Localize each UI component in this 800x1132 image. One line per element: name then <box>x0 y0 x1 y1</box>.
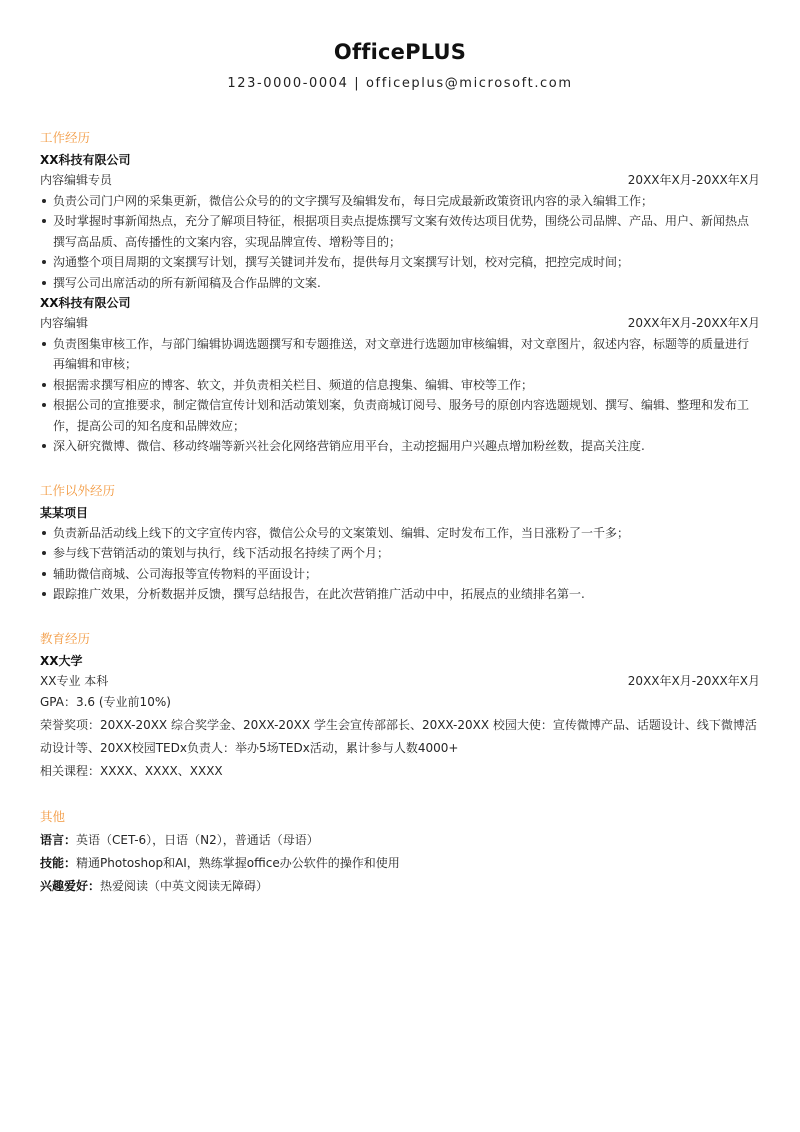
job-entry <box>40 150 760 293</box>
skills-label: 技能： <box>40 856 77 870</box>
duty-item: 参与线下营销活动的策划与执行，线下活动报名持续了两个月； <box>40 543 760 564</box>
language-label: 语言： <box>40 833 77 847</box>
resume-name: OfficePLUS <box>333 40 467 64</box>
job-role-row <box>40 170 760 191</box>
duty-item: 根据需求撰写相应的博客、软文，并负责相关栏目、频道的信息搜集、编辑、审校等工作； <box>40 375 760 396</box>
duty-item: 根据公司的宣推要求，制定微信宣传计划和活动策划案，负责商城订阅号、服务号的原创内容选题规划、撰写、编辑、整理和发布工作，提高公司的知名度和品牌效应； <box>40 395 760 436</box>
education-section <box>40 629 760 784</box>
job-duties <box>40 334 760 457</box>
project-name: 某某项目 <box>40 505 89 520</box>
duty-item: 撰写公司出席活动的所有新闻稿及合作品牌的文案. <box>40 273 760 294</box>
education-awards: 荣誉奖项：20XX-20XX 综合奖学金、20XX-20XX 学生会宣传部部长、20XX-20XX 校园大使：宣传微博产品、话题设计、线下微博活动设计等、20XX校园TEDx负责人：举办5场TEDx活动，累计参与人数4000+ <box>40 718 757 755</box>
language-value: 英语（CET-6），日语（N2），普通话（母语） <box>76 833 319 847</box>
education-gpa: GPA：3.6 (专业前10%) <box>40 695 171 709</box>
hobby-row <box>40 875 760 898</box>
job-period: 20XX年X月-20XX年X月 <box>627 173 760 187</box>
school-name: XX大学 <box>40 653 83 668</box>
duty-item: 辅助微信商城、公司海报等宣传物料的平面设计； <box>40 564 760 585</box>
duty-item: 负责公司门户网的采集更新，微信公众号的的文字撰写及编辑发布，每日完成最新政策资讯内容的录入编辑工作； <box>40 191 760 212</box>
duty-item: 跟踪推广效果，分析数据并反馈，撰写总结报告，在此次营销推广活动中中，拓展点的业绩排名第一. <box>40 584 760 605</box>
job-role: 内容编辑专员 <box>40 173 113 187</box>
education-courses: 相关课程：XXXX、XXXX、XXXX <box>40 764 223 778</box>
section-title-other: 其他 <box>40 809 66 824</box>
company-name: XX科技有限公司 <box>40 296 131 310</box>
section-title-extra: 工作以外经历 <box>40 482 116 498</box>
section-title-work: 工作经历 <box>40 130 91 145</box>
duty-item: 深入研究微博、微信、移动终端等新兴社会化网络营销应用平台，主动挖掘用户兴趣点增加粉丝数，提高关注度. <box>40 436 760 457</box>
language-row <box>40 829 760 852</box>
job-entry <box>40 293 760 457</box>
education-period: 20XX年X月-20XX年X月 <box>627 673 760 688</box>
education-major: XX专业 本科 <box>40 673 109 688</box>
job-period: 20XX年X月-20XX年X月 <box>627 316 760 330</box>
extra-experience-section <box>40 481 760 605</box>
project-duties <box>40 523 760 605</box>
other-section <box>40 807 760 898</box>
contact-info: 123-0000-0004 | officeplus@microsoft.com <box>227 76 573 91</box>
section-title-education: 教育经历 <box>40 630 91 646</box>
job-role-row <box>40 313 760 334</box>
skills-value: 精通Photoshop和AI，熟练掌握office办公软件的操作和使用 <box>76 856 400 870</box>
skills-row <box>40 852 760 875</box>
duty-item: 负责新品活动线上线下的文字宣传内容，微信公众号的文案策划、编辑、定时发布工作，当日涨粉了一千多； <box>40 523 760 544</box>
resume-content <box>40 128 760 922</box>
duty-item: 及时掌握时事新闻热点，充分了解项目特征，根据项目卖点提炼撰写文案有效传达项目优势，围绕公司品牌、产品、用户、新闻热点撰写高品质、高传播性的文案内容，实现品牌宣传、增粉等目的； <box>40 211 760 252</box>
company-name: XX科技有限公司 <box>40 153 131 167</box>
duty-item: 沟通整个项目周期的文案撰写计划，撰写关键词并发布，提供每月文案撰写计划，校对完稿，把控完成时间； <box>40 252 760 273</box>
education-major-row <box>40 671 760 692</box>
work-experience-section <box>40 128 760 457</box>
job-role: 内容编辑 <box>40 316 89 330</box>
duty-item: 负责图集审核工作，与部门编辑协调选题撰写和专题推送，对文章进行选题加审核编辑，对文章图片，叙述内容，标题等的质量进行再编辑和审核； <box>40 334 760 375</box>
job-duties <box>40 191 760 294</box>
hobby-label: 兴趣爱好： <box>40 879 101 893</box>
hobby-value: 热爱阅读（中英文阅读无障碍） <box>100 879 269 893</box>
